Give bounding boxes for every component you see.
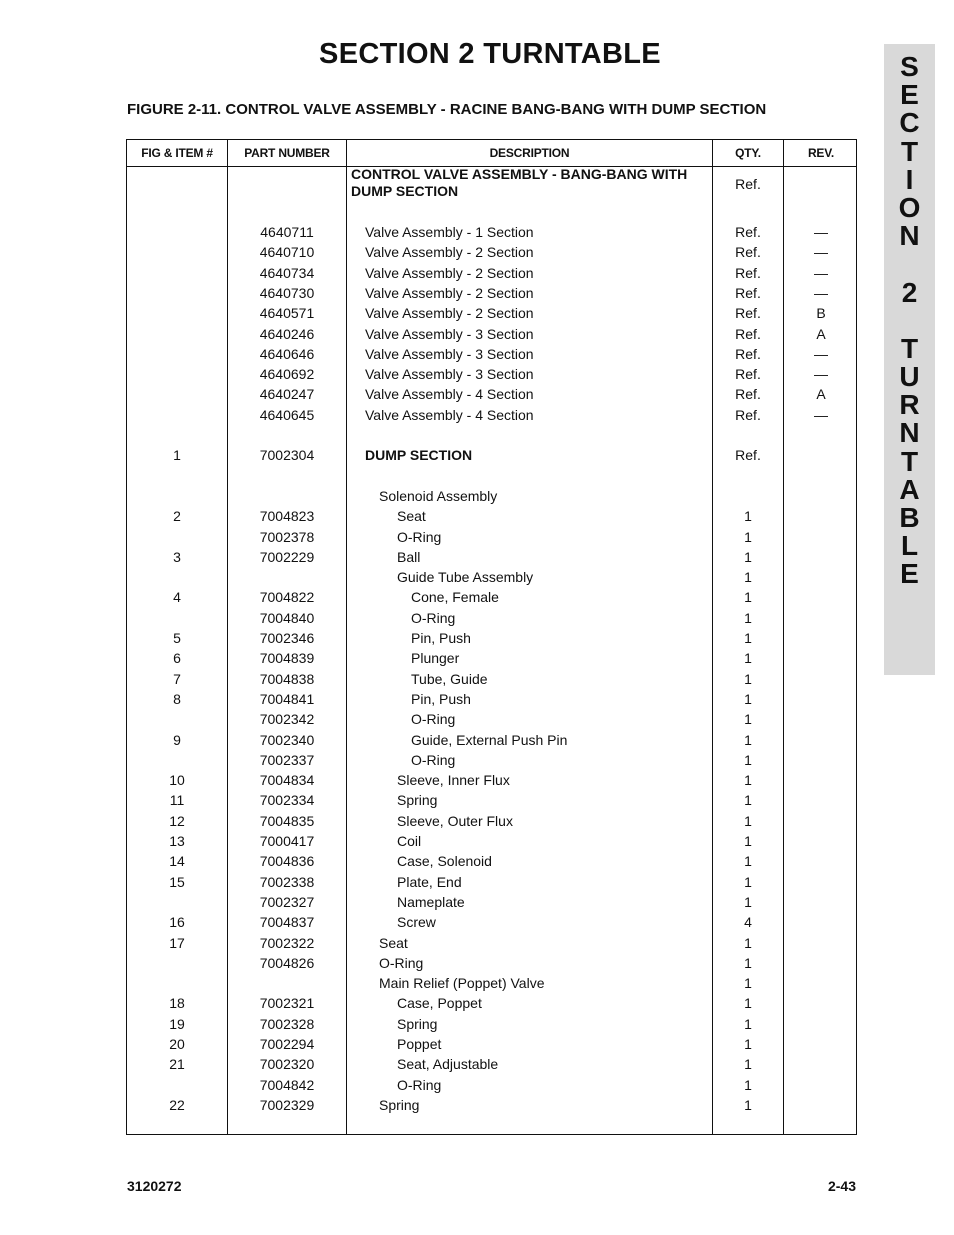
quantity-cell: Ref. [735,244,761,261]
part-number-cell: 4640246 [259,325,315,342]
part-number-cell: 7002334 [259,792,315,809]
item-number-cell: 20 [169,1036,185,1052]
quantity-cell: 1 [744,954,752,971]
table-row [127,752,858,772]
description-cell: Seat [397,508,426,525]
quantity-cell: 1 [744,853,752,870]
quantity-cell: 1 [744,792,752,809]
part-number-cell: 7004834 [259,772,315,789]
revision-cell: — [814,264,828,281]
quantity-cell: 1 [744,650,752,667]
item-number-cell: 18 [169,995,185,1012]
table-row [127,1016,858,1036]
table-row [127,468,858,488]
description-cell: O-Ring [411,711,456,728]
part-number-cell: 7004840 [259,609,315,626]
part-number-cell: 4640730 [259,284,315,301]
item-number-cell: 15 [169,873,185,890]
part-number-cell: 7002322 [259,934,315,951]
item-number-cell: 9 [173,731,181,748]
description-cell: Valve Assembly - 2 Section [365,264,534,281]
side-tab-letter: N [899,220,920,252]
part-number-cell: 7002338 [259,873,315,890]
side-tab-letter: 2 [901,276,918,308]
parts-table [126,139,857,1135]
table-row [127,427,858,447]
item-number-cell: 6 [173,650,181,667]
side-tab-letter: E [900,558,919,590]
revision-cell: — [814,366,828,383]
description-cell: Valve Assembly - 4 Section [365,386,534,403]
assembly-qty: Ref. [735,176,761,192]
part-number-cell: 7002340 [259,731,315,748]
side-tab-letter: C [899,107,920,139]
table-row [127,650,858,670]
page-title: SECTION 2 TURNTABLE [319,38,661,70]
table-row [127,305,858,325]
part-number-cell: 7002229 [259,548,315,565]
table-row [127,549,858,569]
part-number-cell: 7004837 [259,914,315,931]
description-cell: Case, Poppet [397,995,482,1012]
part-number-cell: 7004841 [259,690,315,707]
header-rev: REV. [807,146,835,160]
description-cell: Valve Assembly - 3 Section [365,366,534,383]
quantity-cell: 1 [744,934,752,951]
description-cell: Plunger [411,650,460,667]
table-row [127,326,858,346]
table-row [127,630,858,650]
table-row [127,1077,858,1097]
side-tab-letter: E [900,79,919,111]
table-row [127,346,858,366]
table-row [127,610,858,630]
quantity-cell: Ref. [735,325,761,342]
item-number-cell: 5 [173,630,181,646]
quantity-cell: 1 [744,670,752,687]
part-number-cell: 7002294 [259,1036,315,1052]
revision-cell: — [814,224,828,240]
description-cell: DUMP SECTION [365,447,473,464]
quantity-cell: Ref. [735,447,761,464]
revision-cell: A [816,325,826,342]
table-row [127,224,858,244]
page-number: 2-43 [827,1178,856,1194]
description-cell: Spring [379,1096,420,1113]
description-cell: Pin, Push [411,690,471,707]
table-row [127,589,858,609]
quantity-cell: 1 [744,873,752,890]
description-cell: Seat [379,934,408,951]
table-row [127,975,858,995]
quantity-cell: Ref. [735,386,761,403]
side-tab-letter: I [905,163,914,195]
part-number-cell: 7002320 [259,1056,315,1073]
quantity-cell: Ref. [735,264,761,281]
table-row [127,955,858,975]
side-tab-letter: T [900,135,919,167]
description-cell: Valve Assembly - 2 Section [365,244,534,261]
description-cell: Solenoid Assembly [379,487,498,504]
table-row [127,386,858,406]
quantity-cell: 1 [744,630,752,646]
part-number-cell: 7004839 [259,650,315,667]
part-number-cell: 4640646 [259,345,315,362]
table-row [127,935,858,955]
table-row [127,894,858,914]
description-cell: Pin, Push [411,630,471,646]
description-cell: Plate, End [397,873,462,890]
quantity-cell: 1 [744,528,752,545]
table-row [127,874,858,894]
part-number-cell: 4640571 [259,305,315,322]
table-row [127,529,858,549]
table-row [127,772,858,792]
side-tab-letter: S [900,51,919,82]
table-row [127,285,858,305]
item-number-cell: 11 [169,792,185,809]
item-number-cell: 10 [169,772,185,789]
description-cell: Sleeve, Outer Flux [397,812,513,829]
part-number-cell: 7004836 [259,853,315,870]
part-number-cell: 7004838 [259,670,315,687]
part-number-cell: 7002321 [259,995,315,1012]
part-number-cell: 7004823 [259,508,315,525]
quantity-cell: 1 [744,751,752,768]
quantity-cell: Ref. [735,224,761,240]
table-row [127,488,858,508]
part-number-cell: 7004826 [259,954,315,971]
description-cell: O-Ring [411,751,456,768]
quantity-cell: 1 [744,1056,752,1073]
quantity-cell: 1 [744,833,752,849]
header-item: FIG & ITEM # [141,146,213,160]
table-row [127,691,858,711]
item-number-cell: 3 [173,548,181,565]
description-cell: Sleeve, Inner Flux [397,772,510,789]
description-cell: Poppet [397,1036,442,1052]
quantity-cell: 1 [744,508,752,525]
item-number-cell: 14 [169,853,185,870]
item-number-cell: 1 [173,447,181,464]
quantity-cell: 1 [744,995,752,1012]
description-cell: Case, Solenoid [397,853,492,870]
description-cell: Spring [397,1015,438,1032]
section-side-tab [884,44,935,675]
part-number-cell: 7000417 [259,833,315,849]
part-number-cell: 4640692 [259,366,315,383]
item-number-cell: 16 [169,914,185,931]
quantity-cell: 1 [744,609,752,626]
description-cell: Coil [397,833,422,849]
item-number-cell: 13 [169,833,185,849]
description-cell: Guide Tube Assembly [397,569,534,586]
revision-cell: — [814,406,828,423]
table-row [127,732,858,752]
part-number-cell: 7002328 [259,1015,315,1032]
table-row [127,1056,858,1076]
header-qty: QTY. [735,146,761,160]
quantity-cell: 1 [744,812,752,829]
description-cell: Ball [397,548,421,565]
description-cell: Tube, Guide [411,670,488,687]
side-tab-letter: R [899,389,920,421]
item-number-cell: 7 [173,670,181,687]
side-tab-letter: A [899,473,920,505]
document-number: 3120272 [127,1178,182,1194]
quantity-cell: 1 [744,772,752,789]
part-number-cell: 7002378 [259,528,315,545]
table-row [127,833,858,853]
item-number-cell: 2 [173,508,181,525]
table-row [127,995,858,1015]
quantity-cell: Ref. [735,345,761,362]
quantity-cell: 1 [744,731,752,748]
quantity-cell: 1 [744,1015,752,1032]
assembly-title-line1: CONTROL VALVE ASSEMBLY - BANG-BANG WITH [351,166,688,182]
item-number-cell: 22 [169,1096,185,1113]
description-cell: Seat, Adjustable [397,1056,499,1073]
item-number-cell: 17 [169,934,185,951]
description-cell: Valve Assembly - 3 Section [365,345,534,362]
table-row [127,914,858,934]
quantity-cell: 1 [744,569,752,586]
revision-cell: B [816,305,826,322]
header-part-number: PART NUMBER [244,146,330,160]
quantity-cell: 1 [744,711,752,728]
description-cell: Main Relief (Poppet) Valve [379,975,545,992]
table-row [127,671,858,691]
quantity-cell: 1 [744,975,752,992]
part-number-cell: 4640711 [260,224,314,240]
quantity-cell: 1 [744,1076,752,1093]
description-cell: Valve Assembly - 1 Section [365,224,534,240]
side-tab-letter: T [900,332,919,364]
quantity-cell: Ref. [735,284,761,301]
item-number-cell: 4 [173,589,181,606]
side-tab-letter: U [899,361,920,393]
description-cell: O-Ring [411,609,456,626]
part-number-cell: 7002304 [259,447,315,464]
table-row [127,508,858,528]
part-number-cell: 7002327 [259,893,315,910]
table-row [127,813,858,833]
revision-cell: A [816,386,826,403]
part-number-cell: 7004822 [259,589,315,606]
quantity-cell: Ref. [735,406,761,423]
description-cell: Guide, External Push Pin [411,731,568,748]
quantity-cell: 1 [744,893,752,910]
quantity-cell: 1 [744,690,752,707]
description-cell: Cone, Female [411,589,499,606]
side-tab-letter: B [899,502,920,533]
table-row [127,792,858,812]
revision-cell: — [814,345,828,362]
quantity-cell: 1 [744,589,752,606]
table-row [127,853,858,873]
part-number-cell: 4640645 [259,406,315,423]
item-number-cell: 12 [169,812,185,829]
table-row [127,265,858,285]
part-number-cell: 7002346 [259,630,315,646]
header-description: DESCRIPTION [489,146,570,160]
table-row [127,1036,858,1056]
item-number-cell: 8 [173,690,181,707]
description-cell: O-Ring [397,1076,442,1093]
quantity-cell: Ref. [735,305,761,322]
item-number-cell: 19 [169,1015,185,1032]
part-number-cell: 7002337 [259,751,315,768]
side-tab-letter: O [898,191,921,223]
description-cell: Spring [397,792,438,809]
description-cell: Valve Assembly - 3 Section [365,325,534,342]
item-number-cell: 21 [169,1056,185,1073]
table-row [127,1097,858,1117]
part-number-cell: 7002342 [259,711,315,728]
quantity-cell: 1 [744,548,752,565]
side-tab-letter: N [899,417,920,449]
description-cell: Valve Assembly - 2 Section [365,305,534,322]
side-tab-letter: T [900,445,919,477]
table-row [127,569,858,589]
table-row [127,244,858,264]
description-cell: Valve Assembly - 4 Section [365,406,534,423]
table-row [127,447,858,467]
assembly-title [351,166,687,200]
part-number-cell: 4640247 [259,386,315,403]
quantity-cell: 1 [744,1096,752,1113]
part-number-cell: 7004835 [259,812,315,829]
description-cell: O-Ring [397,528,442,545]
revision-cell: — [814,284,828,301]
table-row [127,366,858,386]
side-tab-letter: L [900,530,919,562]
quantity-cell: 4 [744,914,752,931]
table-row [127,407,858,427]
part-number-cell: 7002329 [259,1096,315,1113]
description-cell: Valve Assembly - 2 Section [365,284,534,301]
part-number-cell: 4640710 [259,244,315,261]
quantity-cell: 1 [744,1036,752,1052]
description-cell: Nameplate [397,893,465,910]
description-cell: O-Ring [379,954,424,971]
assembly-title-line2: DUMP SECTION [351,183,459,199]
part-number-cell: 7004842 [259,1076,315,1093]
table-row [127,711,858,731]
description-cell: Screw [397,914,436,931]
quantity-cell: Ref. [735,366,761,383]
figure-title: FIGURE 2-11. CONTROL VALVE ASSEMBLY - RACINE BANG-BANG WITH DUMP SECTION [127,101,767,118]
part-number-cell: 4640734 [259,264,315,281]
revision-cell: — [814,244,828,261]
